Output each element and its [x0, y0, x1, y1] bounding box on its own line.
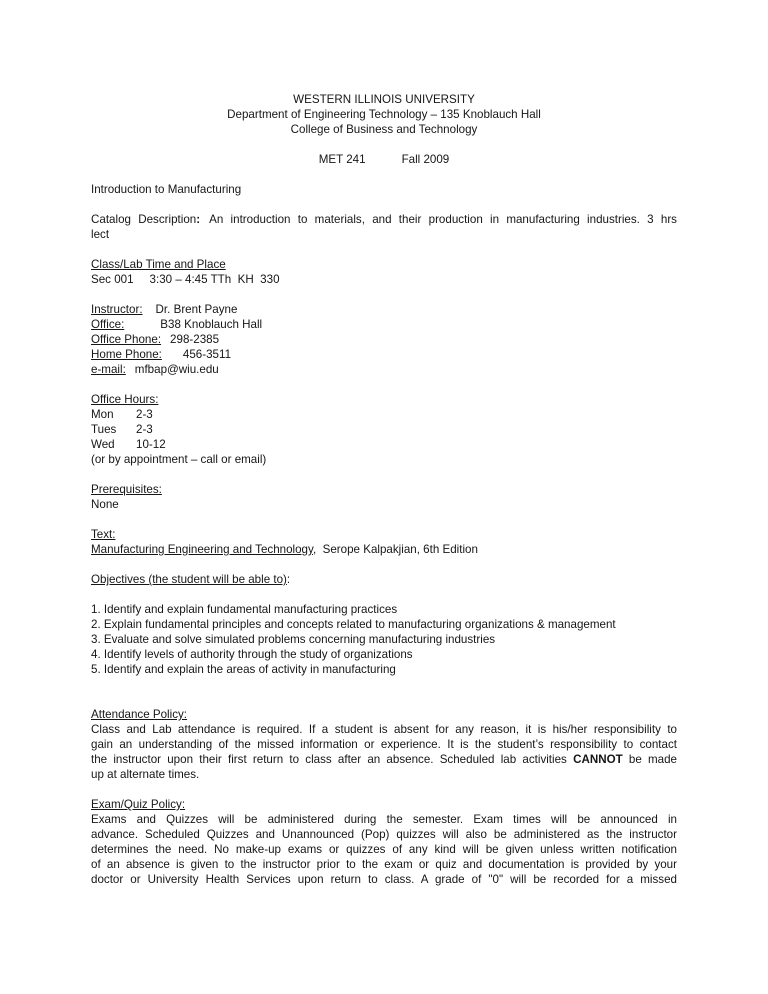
office-hours-day: Mon	[91, 408, 114, 421]
textbook-line	[91, 542, 677, 557]
instructor-label: Instructor:	[91, 303, 143, 316]
office-value: B38 Knoblauch Hall	[160, 318, 263, 331]
office-label: Office:	[91, 318, 125, 331]
class-time-section	[91, 257, 677, 287]
department-line: Department of Engineering Technology – 135 Knoblauch Hall	[227, 108, 541, 121]
exam-line-5: doctor or University Health Services upon return to class. A grade of "0" will be recorded for a missed	[91, 873, 677, 886]
office-hours-row	[91, 422, 677, 437]
office-phone-value: 298-2385	[170, 333, 220, 346]
instructor-row	[91, 302, 677, 317]
objective-item-3: 3. Evaluate and solve simulated problems concerning manufacturing industries	[91, 633, 496, 646]
objectives-heading-line	[91, 572, 677, 587]
catalog-description	[91, 212, 677, 242]
catalog-line-2: lect	[91, 228, 110, 241]
objective-item-4: 4. Identify levels of authority through the study of organizations	[91, 648, 413, 661]
class-details: 3:30 – 4:45 TTh KH 330	[149, 273, 280, 286]
catalog-colon: :	[196, 213, 201, 226]
cannot-emphasis: CANNOT	[573, 753, 623, 766]
office-hours-time: 2-3	[136, 423, 153, 436]
exam-line-2: advance. Scheduled Quizzes and Unannounced (Pop) quizzes will also be administered as the instructor	[91, 828, 677, 841]
objective-item-1: 1. Identify and explain fundamental manufacturing practices	[91, 603, 398, 616]
prerequisites-value: None	[91, 498, 119, 511]
home-phone-label: Home Phone:	[91, 348, 162, 361]
email-label: e-mail:	[91, 363, 126, 376]
catalog-line-1	[91, 212, 677, 227]
course-title: Introduction to Manufacturing	[91, 183, 242, 196]
prerequisites-section	[91, 482, 677, 512]
objective-item-2: 2. Explain fundamental principles and concepts related to manufacturing organizations & management	[91, 618, 616, 631]
office-hours-day: Wed	[91, 438, 115, 451]
office-phone-row	[91, 332, 677, 347]
catalog-label: Catalog Description	[91, 213, 197, 226]
university-name: WESTERN ILLINOIS UNIVERSITY	[293, 93, 475, 106]
textbook-section	[91, 527, 677, 557]
exam-line-1: Exams and Quizzes will be administered during the semester. Exam times will be announced in	[91, 813, 677, 826]
home-phone-row	[91, 347, 677, 362]
course-term-line	[91, 152, 677, 167]
textbook-title: Manufacturing Engineering and Technology	[91, 543, 313, 556]
term: Fall 2009	[401, 153, 450, 166]
catalog-text: An introduction to materials, and their production in manufacturing industries. 3 hrs	[209, 213, 677, 226]
email-row	[91, 362, 677, 377]
prerequisites-heading: Prerequisites:	[91, 483, 162, 496]
doc-header	[91, 92, 677, 137]
exam-heading: Exam/Quiz Policy:	[91, 798, 186, 811]
class-section: Sec 001	[91, 273, 134, 286]
objective-item-5: 5. Identify and explain the areas of activity in manufacturing	[91, 663, 396, 676]
attendance-line-3-before: the instructor upon their first return to class after an absence. Scheduled lab activities	[91, 753, 574, 766]
objectives-colon: :	[286, 573, 291, 586]
office-hours-section	[91, 392, 677, 467]
attendance-line-3-after: be made	[622, 753, 677, 766]
objectives-heading: Objectives (the student will be able to)	[91, 573, 287, 586]
attendance-paragraph	[91, 722, 677, 782]
attendance-line-4: up at alternate times.	[91, 768, 200, 781]
textbook-rest: , Serope Kalpakjian, 6th Edition	[312, 543, 478, 556]
exam-line-4: of an absence is given to the instructor prior to the exam or quiz and documentation is provided by your	[91, 858, 677, 871]
exam-paragraph	[91, 812, 677, 887]
objectives-list	[91, 602, 677, 677]
office-hours-day: Tues	[91, 423, 117, 436]
office-hours-heading: Office Hours:	[91, 393, 159, 406]
office-phone-label: Office Phone:	[91, 333, 162, 346]
office-row	[91, 317, 677, 332]
attendance-section	[91, 707, 677, 782]
office-hours-note: (or by appointment – call or email)	[91, 453, 267, 466]
attendance-line-3	[91, 752, 677, 767]
home-phone-value: 456-3511	[182, 348, 232, 361]
office-hours-row	[91, 407, 677, 422]
course-code: MET 241	[318, 153, 366, 166]
email-value: mfbap@wiu.edu	[134, 363, 219, 376]
instructor-value: Dr. Brent Payne	[155, 303, 238, 316]
textbook-heading: Text:	[91, 528, 116, 541]
attendance-heading: Attendance Policy:	[91, 708, 188, 721]
exam-section	[91, 797, 677, 887]
office-hours-time: 10-12	[136, 438, 166, 451]
college-line: College of Business and Technology	[290, 123, 478, 136]
attendance-line-1: Class and Lab attendance is required. If a student is absent for any reason, it is his/her responsibility to	[91, 723, 677, 736]
exam-line-3: determines the need. No make-up exams or quizzes of any kind will be given unless written notification	[91, 843, 677, 856]
class-time-heading: Class/Lab Time and Place	[91, 258, 226, 271]
contact-section	[91, 302, 677, 377]
office-hours-time: 2-3	[136, 408, 153, 421]
attendance-line-2: gain an understanding of the missed information or experience. It is the student’s responsibility to contact	[91, 738, 677, 751]
class-time-row	[91, 272, 677, 287]
office-hours-row	[91, 437, 677, 452]
